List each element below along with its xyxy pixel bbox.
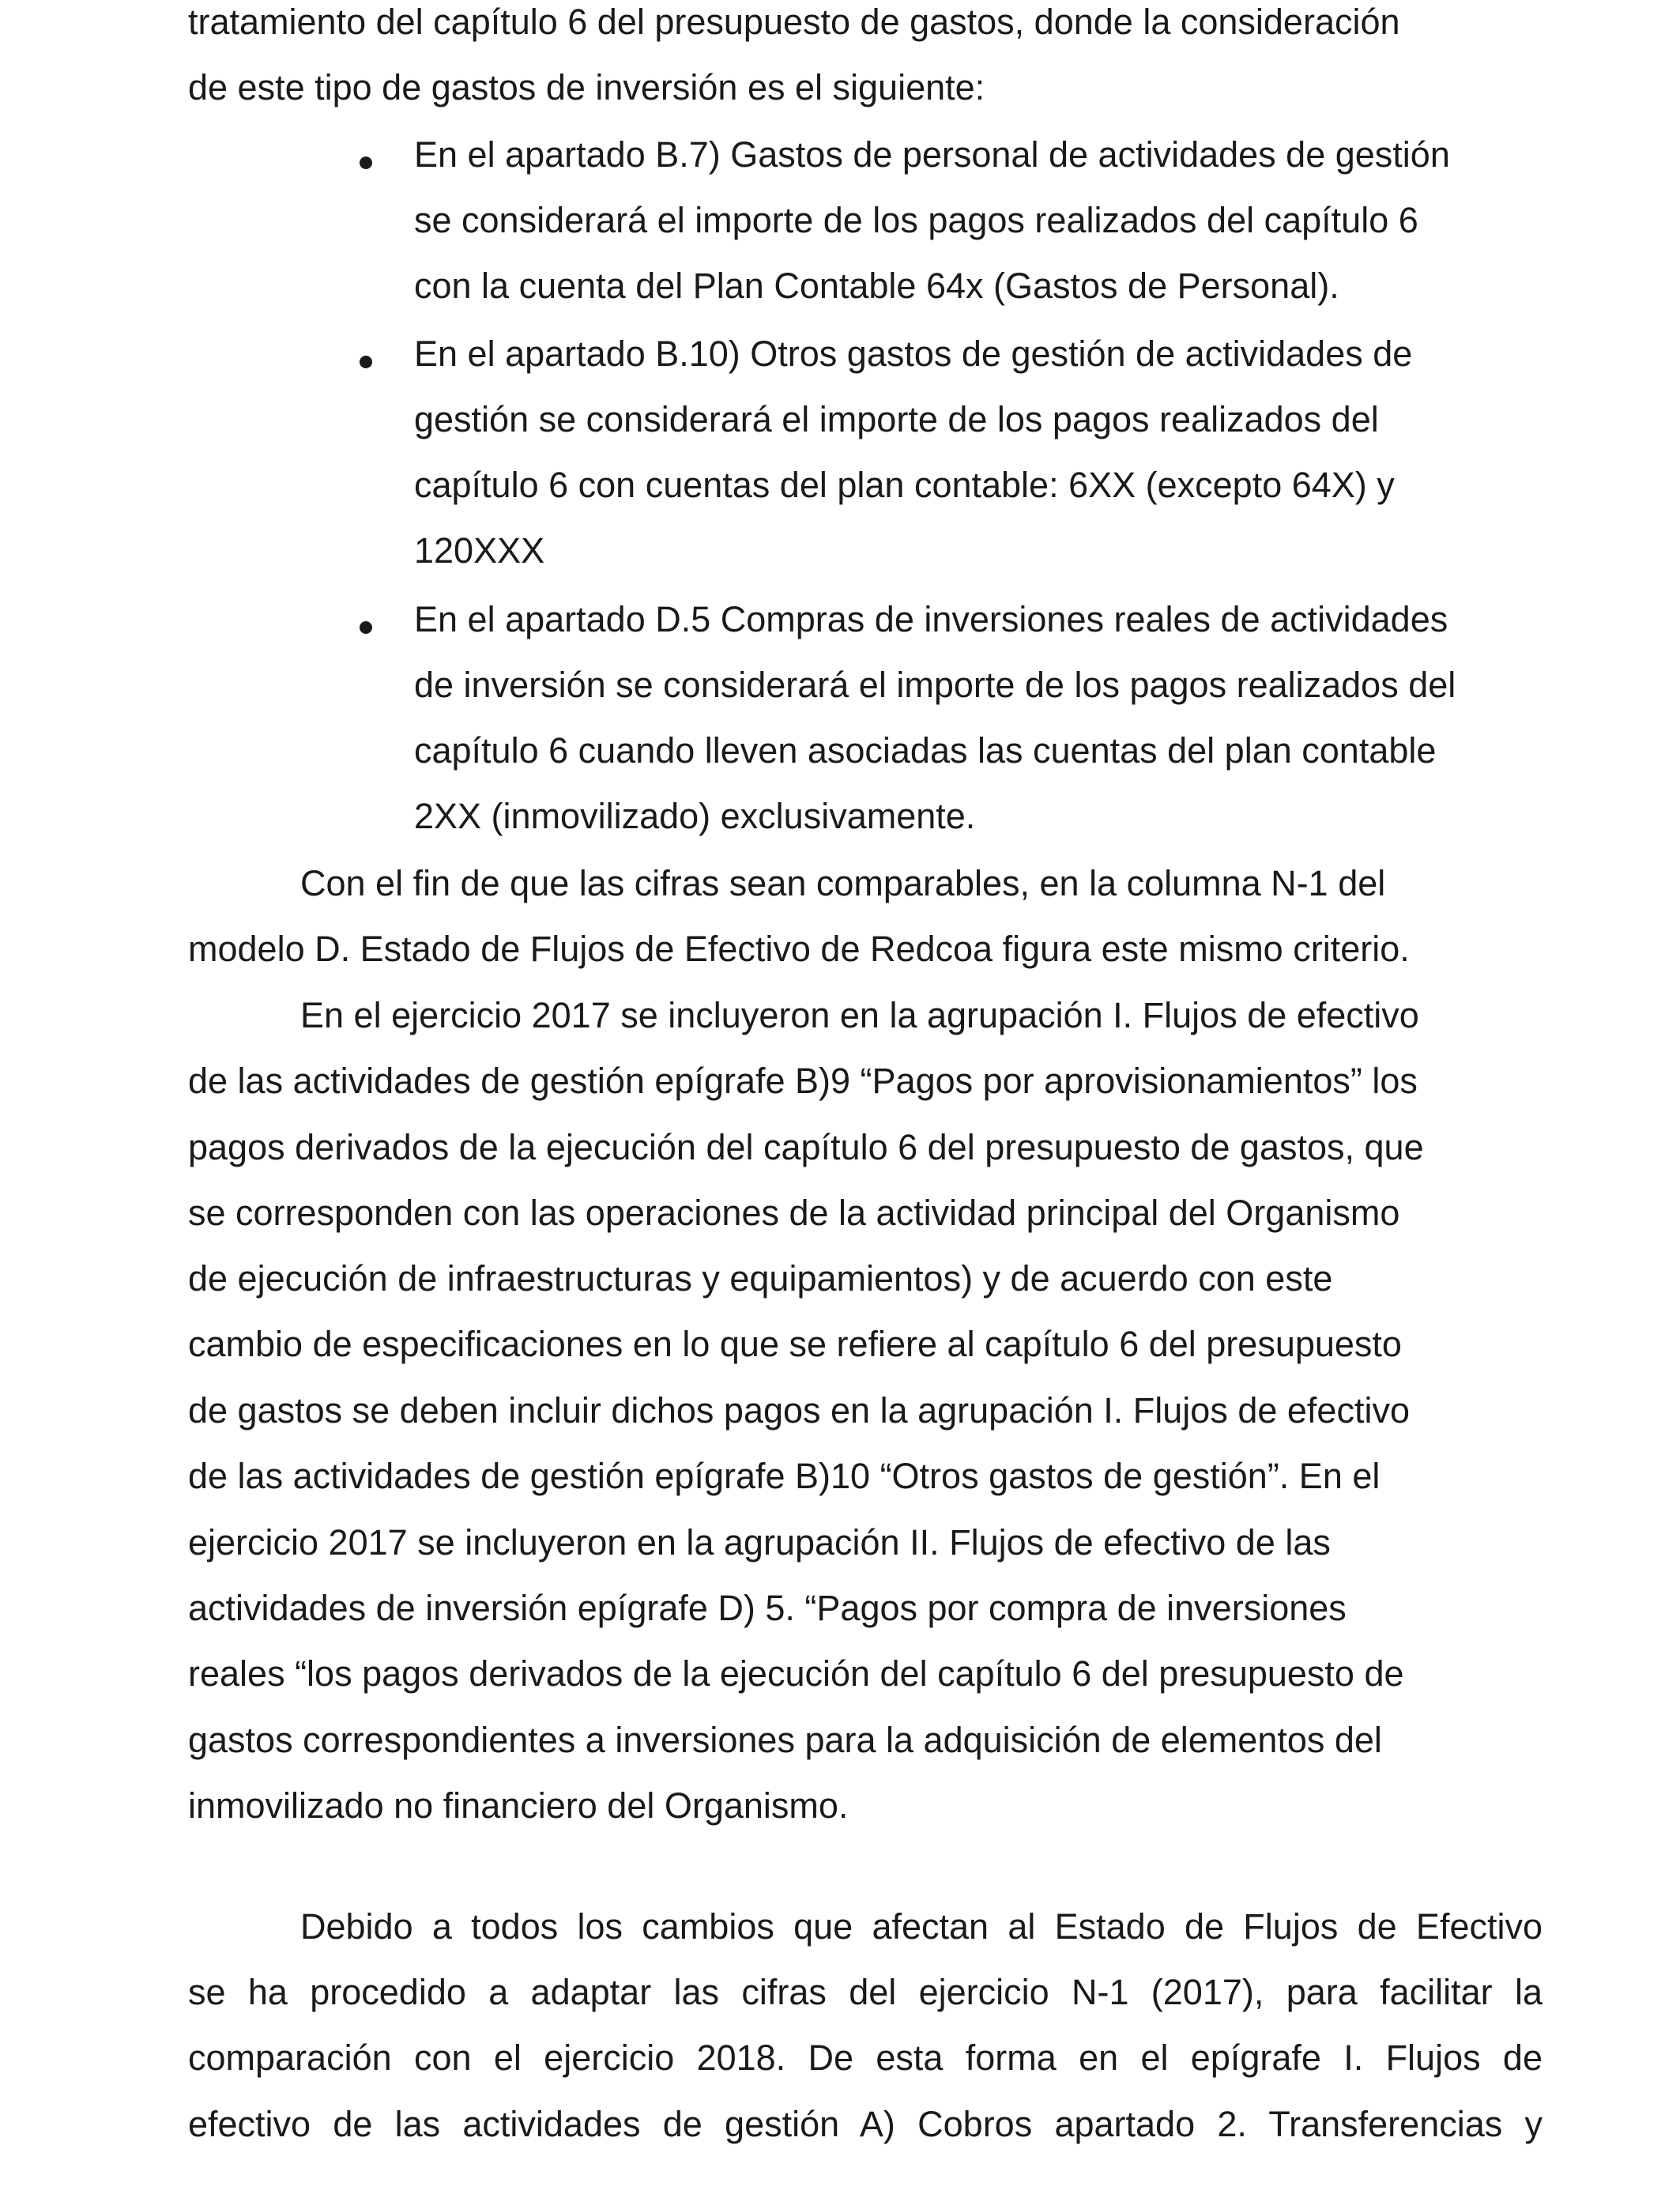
bullet-1-line-3: con la cuenta del Plan Contable 64x (Gastos de Personal).	[414, 266, 1339, 306]
para-2017-line-6: cambio de especificaciones en lo que se refiere al capítulo 6 del presupuesto	[188, 1324, 1402, 1364]
para-comparables-line-1: Con el fin de que las cifras sean comparables, en la columna N-1 del	[300, 863, 1386, 903]
bullet-2-line-1: En el apartado B.10) Otros gastos de gestión de actividades de	[414, 334, 1413, 374]
para-cambios-line-3: comparación con el ejercicio 2018. De esta forma en el epígrafe I. Flujos de	[188, 2038, 1543, 2078]
para-2017-line-9: ejercicio 2017 se incluyeron en la agrupación II. Flujos de efectivo de las	[188, 1522, 1331, 1563]
para-cambios-line-2: se ha procedido a adaptar las cifras del ejercicio N-1 (2017), para facilitar la	[188, 1972, 1543, 2012]
bullet-dot-3	[360, 621, 372, 634]
para-cambios-line-1: Debido a todos los cambios que afectan al Estado de Flujos de Efectivo	[300, 1906, 1543, 1947]
para-2017-line-11: reales “los pagos derivados de la ejecución del capítulo 6 del presupuesto de	[188, 1653, 1404, 1694]
bullet-3-line-3: capítulo 6 cuando lleven asociadas las cuentas del plan contable	[414, 730, 1437, 771]
para-comparables-line-2: modelo D. Estado de Flujos de Efectivo de Redcoa figura este mismo criterio.	[188, 929, 1410, 969]
bullet-2-line-3: capítulo 6 con cuentas del plan contable: 6XX (excepto 64X) y	[414, 465, 1395, 505]
para-2017-line-12: gastos correspondientes a inversiones para la adquisición de elementos del	[188, 1720, 1382, 1760]
para-2017-line-8: de las actividades de gestión epígrafe B)10 “Otros gastos de gestión”. En el	[188, 1456, 1381, 1496]
bullet-dot-2	[360, 356, 372, 368]
para-2017-line-2: de las actividades de gestión epígrafe B)9 “Pagos por aprovisionamientos” los	[188, 1061, 1418, 1101]
para-cambios-line-4: efectivo de las actividades de gestión A) Cobros apartado 2. Transferencias y	[188, 2104, 1543, 2144]
para-2017-line-4: se corresponden con las operaciones de la actividad principal del Organismo	[188, 1193, 1400, 1233]
bullet-3-line-2: de inversión se considerará el importe de los pagos realizados del	[414, 665, 1456, 705]
para-2017-line-7: de gastos se deben incluir dichos pagos en la agrupación I. Flujos de efectivo	[188, 1390, 1410, 1431]
bullet-3-line-4: 2XX (inmovilizado) exclusivamente.	[414, 796, 976, 836]
intro-line-2: de este tipo de gastos de inversión es el siguiente:	[188, 67, 985, 107]
para-2017-line-13: inmovilizado no financiero del Organismo.	[188, 1785, 849, 1826]
bullet-dot-1	[360, 156, 372, 169]
intro-line-1: tratamiento del capítulo 6 del presupuesto de gastos, donde la consideración	[188, 2, 1400, 42]
bullet-2-line-2: gestión se considerará el importe de los pagos realizados del	[414, 399, 1379, 439]
para-2017-line-1: En el ejercicio 2017 se incluyeron en la agrupación I. Flujos de efectivo	[300, 995, 1419, 1035]
para-2017-line-3: pagos derivados de la ejecución del capítulo 6 del presupuesto de gastos, que	[188, 1127, 1424, 1167]
bullet-1-line-2: se considerará el importe de los pagos realizados del capítulo 6	[414, 200, 1418, 240]
para-2017-line-5: de ejecución de infraestructuras y equipamientos) y de acuerdo con este	[188, 1258, 1333, 1299]
bullet-2-line-4: 120XXX	[414, 530, 545, 571]
para-2017-line-10: actividades de inversión epígrafe D) 5. “Pagos por compra de inversiones	[188, 1588, 1347, 1628]
bullet-3-line-1: En el apartado D.5 Compras de inversiones reales de actividades	[414, 599, 1448, 639]
bullet-1-line-1: En el apartado B.7) Gastos de personal de actividades de gestión	[414, 134, 1450, 175]
